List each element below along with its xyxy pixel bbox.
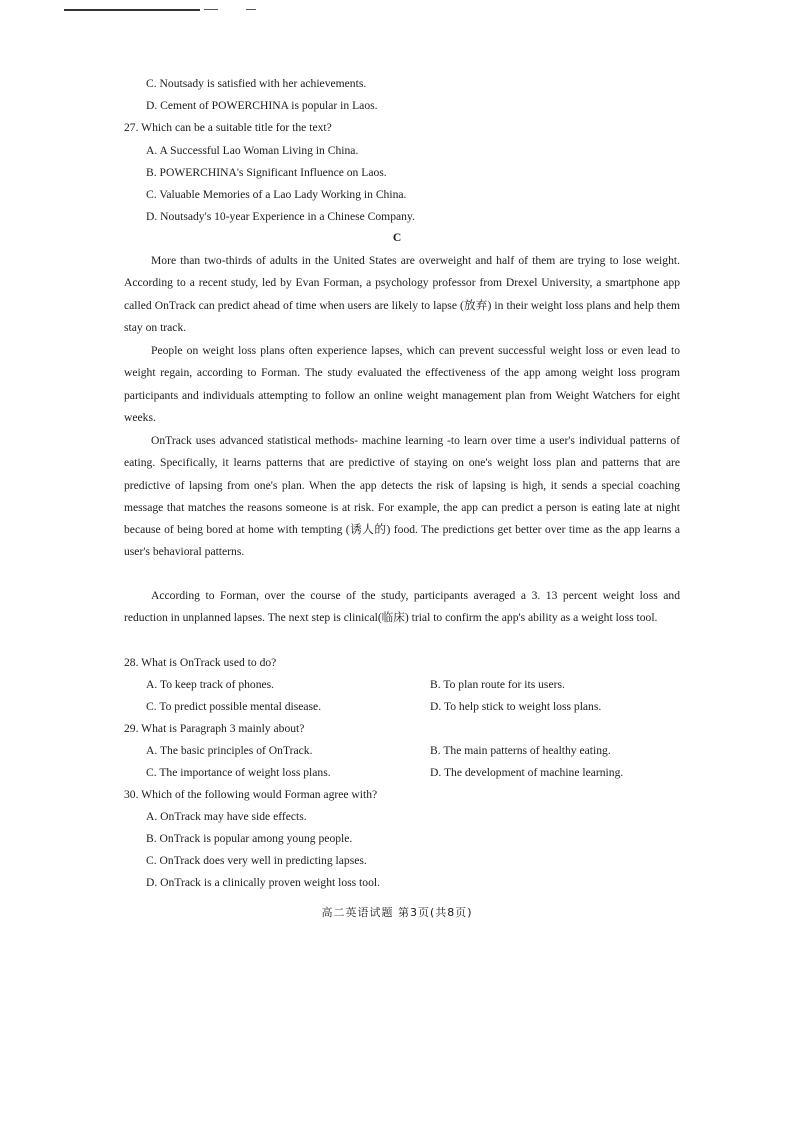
q29-question: 29. What is Paragraph 3 mainly about? — [124, 722, 305, 735]
q27-option-a: A. A Successful Lao Woman Living in China. — [146, 144, 359, 157]
q30-option-c: C. OnTrack does very well in predicting lapses. — [146, 854, 367, 867]
q26-option-d: D. Cement of POWERCHINA is popular in Laos. — [146, 99, 378, 112]
passage-paragraph-3: OnTrack uses advanced statistical methods- machine learning -to learn over time a user's individual patterns of eating. Specifically, it learns patterns that are predictive of staying on one's weight loss plan and patterns that are predictive of lapsing from one's plan. When the app detects the risk of lapsing is high, it sends a special coaching message that matches the reasons someone is at risk. For example, the app can predict a person is eating late at night because of being bored at home with tempting (诱人的) food. The predictions get better over time as the app learns a user's behavioral patterns. — [124, 434, 680, 559]
q30-option-b: B. OnTrack is popular among young people. — [146, 832, 353, 845]
top-rule — [64, 9, 200, 11]
q29-option-a: A. The basic principles of OnTrack. — [146, 744, 313, 757]
q27-option-d: D. Noutsady's 10-year Experience in a Chinese Company. — [146, 210, 415, 223]
top-rule-fragment — [246, 9, 256, 10]
q29-option-b: B. The main patterns of healthy eating. — [430, 744, 611, 757]
q27-option-c: C. Valuable Memories of a Lao Lady Working in China. — [146, 188, 407, 201]
section-label: C — [392, 231, 402, 244]
q27-question: 27. Which can be a suitable title for the text? — [124, 121, 332, 134]
passage-paragraph-1: More than two-thirds of adults in the United States are overweight and half of them are trying to lose weight. According to a recent study, led by Evan Forman, a psychology professor from Drexel University, a smartphone app called OnTrack can predict ahead of time when users are likely to lapse (放弃) in their weight loss plans and help them stay on track. — [124, 254, 680, 334]
q30-question: 30. Which of the following would Forman agree with? — [124, 788, 378, 801]
passage-paragraph-2: People on weight loss plans often experience lapses, which can prevent successful weight loss or even lead to weight regain, according to Forman. The study evaluated the effectiveness of the app among weight loss program participants and individuals attempting to follow an online weight management plan from Weight Watchers for eight weeks. — [124, 344, 680, 424]
q27-option-b: B. POWERCHINA's Significant Influence on Laos. — [146, 166, 387, 179]
q28-option-c: C. To predict possible mental disease. — [146, 700, 322, 713]
q29-option-c: C. The importance of weight loss plans. — [146, 766, 331, 779]
page-footer: 高二英语试题 第3页(共8页) — [321, 906, 473, 919]
top-rule-fragment — [204, 9, 218, 10]
q28-question: 28. What is OnTrack used to do? — [124, 656, 277, 669]
q28-option-a: A. To keep track of phones. — [146, 678, 275, 691]
passage-paragraph-4: According to Forman, over the course of the study, participants averaged a 3. 13 percent weight loss and reduction in unplanned lapses. The next step is clinical(临床) trial to confirm the app's ability as a weight loss tool. — [124, 589, 680, 625]
q29-option-d: D. The development of machine learning. — [430, 766, 624, 779]
q26-option-c: C. Noutsady is satisfied with her achievements. — [146, 77, 367, 90]
q28-option-b: B. To plan route for its users. — [430, 678, 565, 691]
q30-option-d: D. OnTrack is a clinically proven weight loss tool. — [146, 876, 380, 889]
q30-option-a: A. OnTrack may have side effects. — [146, 810, 307, 823]
q28-option-d: D. To help stick to weight loss plans. — [430, 700, 602, 713]
